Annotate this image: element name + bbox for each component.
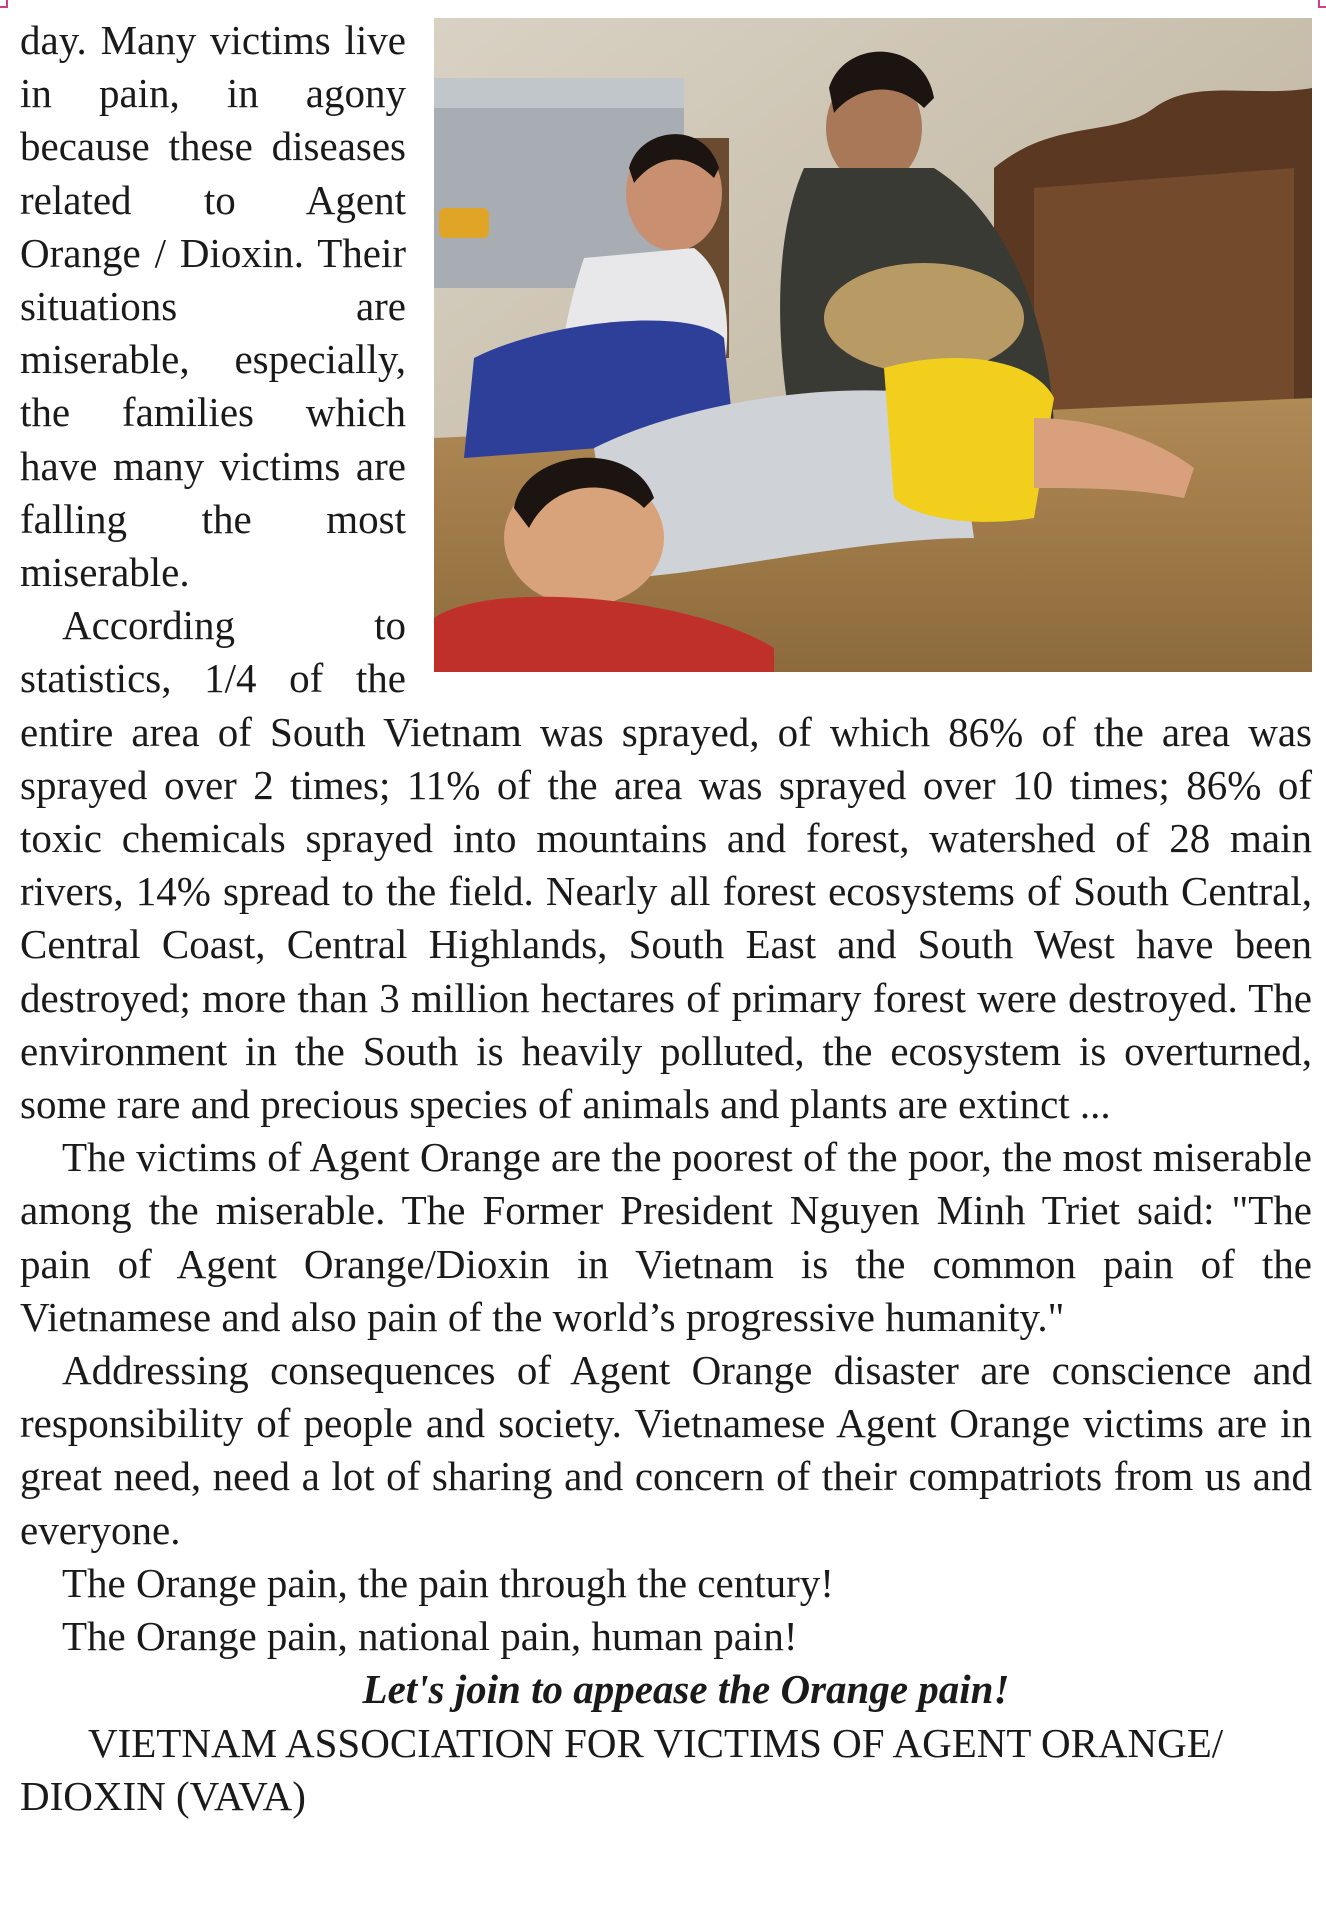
line-orange-pain-century: The Orange pain, the pain through the century!: [62, 1559, 834, 1606]
paragraph-victims: The victims of Agent Orange are the poorest of the poor, the most miserable among the miserable. The Former President Nguyen Minh Triet said: "The pain of Agent Orange/Dioxin in Vietnam is the common pain of the Vietnamese and also pain of the world’s progressive humanity.": [20, 1134, 1312, 1340]
crop-mark-right: [1318, 0, 1326, 8]
paragraph-responsibility: Addressing consequences of Agent Orange disaster are conscience and responsibility of people and society. Vietnamese Agent Orange victims are in great need, need a lot of sharing and concern of their compatriots from us and everyone.: [20, 1347, 1312, 1553]
slogan: Let's join to appease the Orange pain!: [362, 1666, 1010, 1713]
photo-agent-orange-victims: [434, 18, 1312, 672]
photo-illustration: [434, 18, 1312, 672]
line-orange-pain-national: The Orange pain, national pain, human pain!: [62, 1613, 798, 1660]
signature: VIETNAM ASSOCIATION FOR VICTIMS OF AGENT ORANGE/ DIOXIN (VAVA): [20, 1719, 1224, 1819]
paragraph-intro: day. Many victims live in pain, in agony because these diseases related to Agent Orange / Dioxin. Their situations are miserable, especially, the families which have many victims are falling the most miserable.: [20, 17, 406, 596]
paragraph-statistics: According to statistics, 1/4 of the entire area of South Vietnam was sprayed, of which 86% of the area was sprayed over 2 times; 11% of the area was sprayed over 10 times; 86% of toxic chemicals sprayed into mountains and forest, watershed of 28 main rivers, 14% spread to the field. Nearly all forest ecosystems of South Central, Central Coast, Central Highlands, South East and South West have been destroyed; more than 3 million hectares of primary forest were destroyed. The environment in the South is heavily polluted, the ecosystem is overturned, some rare and precious species of animals and plants are extinct ...: [20, 602, 1312, 1128]
article-body: [20, 14, 1312, 1823]
crop-mark-left: [0, 0, 8, 8]
